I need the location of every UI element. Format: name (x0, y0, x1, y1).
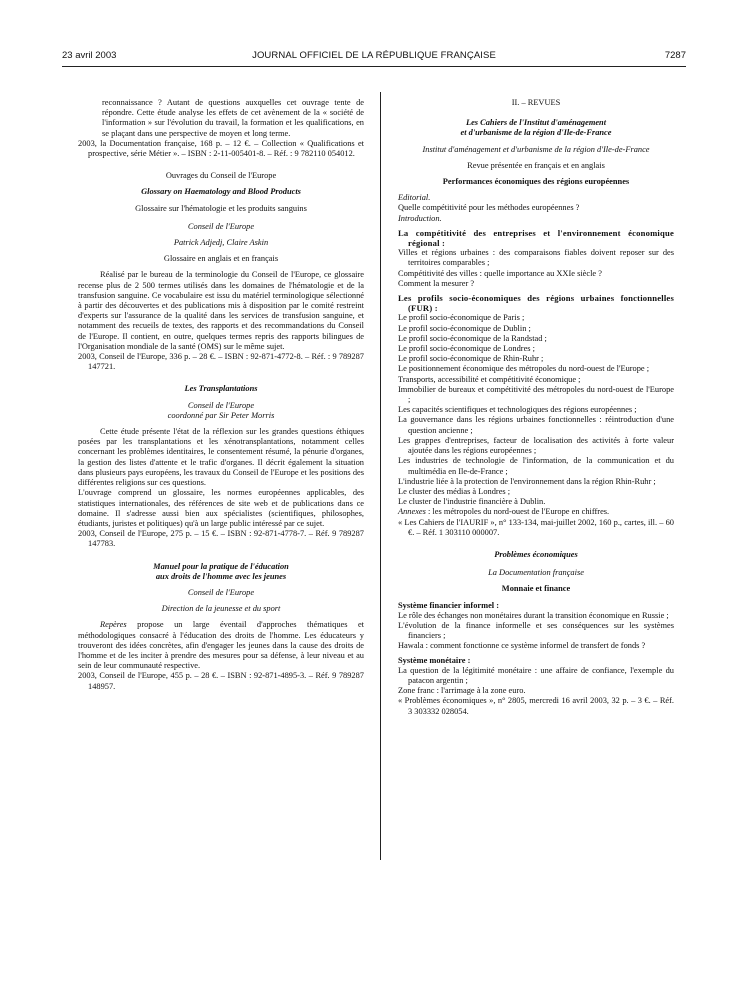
book3-title-line2: aux droits de l'homme avec les jeunes (155, 571, 287, 581)
book3-organisation: Conseil de l'Europe (187, 587, 255, 597)
review2-issue-title: Monnaie et finance (501, 584, 571, 594)
review1-title-line1: Les Cahiers de l'Institut d'aménagement (465, 118, 607, 128)
review1-annexes-text: : les métropoles du nord-ouest de l'Europe en chiffres. (425, 507, 610, 517)
book2-coordinator: coordonné par Sir Peter Morris (167, 410, 275, 420)
book1-authors: Patrick Adjedj, Claire Askin (173, 238, 269, 248)
review1-editorial: Editorial. (398, 193, 431, 203)
list-item: Comment la mesurer ? (398, 278, 475, 288)
book2-title: Les Transplantations (184, 384, 258, 394)
book3-description-text: propose un large éventail d'approches thématiques et méthodologiques consacré à l'éducation des droits de l'homme. Les éducateurs y trouveront des idées concrètes, afin d'engager les jeunes dans la cause des droits de l'homme et de les inciter à prendre des mesures pour sa défense, à leur niveau et au sein de leur communauté respective. (78, 620, 364, 671)
list-item: Immobilier de bureaux et compétitivité des métropoles du nord-ouest de l'Europe ; (398, 384, 674, 405)
page-header (62, 50, 686, 64)
review1-section2-heading: Les profils socio-économiques des régions urbaines fonctionnelles (FUR) : (398, 293, 674, 314)
book2-description-1: Cette étude présente l'état de la réflexion sur les grandes questions éthiques posées par les transplantations et les xénotransplantations, notamment celles concernant les problèmes identitaires, le consentement résumé, la pénurie d'organes, la gestion des listes d'attente et le trafic d'organes. Il décrit également la situation dans plusieurs pays européens, les travaux du Conseil de l'Europe et les positions des différentes religions sur ces questions. (78, 427, 364, 488)
list-item: La gouvernance dans les régions urbaines fonctionnelles : réintroduction d'une question ancienne ; (398, 415, 674, 435)
header-date: 23 avril 2003 (62, 50, 117, 61)
book3-description (78, 620, 364, 671)
list-item: Le cluster de l'industrie financière à Dublin. (398, 497, 546, 507)
list-item: Le profil socio-économique de Rhin-Ruhr ; (398, 354, 544, 364)
header-journal-title: JOURNAL OFFICIEL DE LA RÉPUBLIQUE FRANÇAISE (252, 50, 496, 61)
review1-section1-list (398, 248, 674, 289)
book1-language-note: Glossaire en anglais et en français (163, 254, 279, 264)
review1-reference: « Les Cahiers de l'IAURIF », n° 133-134, mai-juillet 2002, 160 p., cartes, ill. – 60 €. – Réf. 1 303110 000007. (398, 517, 674, 537)
book2-reference: 2003, Conseil de l'Europe, 275 p. – 15 €. – ISBN : 92-871-4778-7. – Réf. 9 789287 147783. (78, 529, 364, 549)
revues-section-heading: II. – REVUES (511, 98, 561, 107)
list-item: Hawala : comment fonctionne ce système informel de transfert de fonds ? (398, 641, 646, 651)
list-item: Le profil socio-économique de la Randstad ; (398, 333, 547, 343)
list-item: Le cluster des médias à Londres ; (398, 486, 511, 496)
review1-annexes-lead: Annexes (398, 507, 426, 517)
review1-title-line2: et d'urbanisme de la région d'Ile-de-France (460, 128, 612, 138)
review1-introduction: Introduction. (398, 213, 442, 223)
publisher-section-heading: Ouvrages du Conseil de l'Europe (165, 171, 277, 181)
book1-reference: 2003, Conseil de l'Europe, 336 p. – 28 €. – ISBN : 92-871-4772-8. – Réf. : 9 789287 147721. (78, 352, 364, 372)
review2-section1-list (398, 611, 674, 652)
book3-description-lead: Repères (100, 620, 127, 630)
review1-section1-heading: La compétitivité des entreprises et l'environnement économique régional : (398, 227, 674, 249)
column-divider (380, 92, 381, 860)
list-item: Les grappes d'entreprises, facteur de localisation des activités à forte valeur ajoutée dans les régions européennes ; (398, 435, 674, 456)
list-item: Le positionnement économique des métropoles du nord-ouest de l'Europe ; (398, 364, 650, 374)
list-item: L'industrie liée à la protection de l'environnement dans la région Rhin-Ruhr ; (398, 476, 656, 486)
review2-reference: « Problèmes économiques », n° 2805, mercredi 16 avril 2003, 32 p. – 3 €. – Réf. 3 303332 028054. (398, 696, 674, 716)
book1-description: Réalisé par le bureau de la terminologie du Conseil de l'Europe, ce glossaire recense plus de 2 500 termes utilisés dans les domaines de l'hématologie et de la transfusion sanguine. Ce vocabulaire est issu du matériel terminologique sélectionné à partir des découvertes et des publications mis à disposition par le comité restreint d'experts sur l'assurance de la qualité dans les services de transfusion sanguine, et notamment des recueils de textes, des rapports et des recommandations du Conseil de l'Europe. Il contient, en outre, quelques termes repris des rapports bilingues de l'Organisation mondiale de la santé (OMS) sur le même sujet. (78, 270, 364, 351)
intro-continuation: reconnaissance ? Autant de questions auxquelles cet ouvrage tente de répondre. Cette étude analyse les effets de cet avènement de la « société de l'information » sur l'évolution du travail, la formation et les qualifications, en se plaçant dans une perspective de moyen et long terme. (102, 98, 364, 138)
review1-section2-list (398, 313, 674, 507)
book1-organisation: Conseil de l'Europe (187, 221, 255, 231)
list-item: Les capacités scientifiques et technologiques des régions européennes ; (398, 405, 637, 415)
review2-title: Problèmes économiques (494, 549, 578, 559)
list-item: L'évolution de la finance informelle et ses conséquences sur les systèmes financiers ; (398, 620, 674, 641)
list-item: Transports, accessibilité et compétitivité économique ; (398, 374, 581, 384)
review1-issue-title: Performances économiques des régions européennes (442, 177, 630, 187)
book2-description-2: L'ouvrage comprend un glossaire, les normes européennes applicables, des statistiques internationales, des références de site web et de publications dans ce domaine. Il s'adresse aussi bien aux spécialistes (scientifiques, philosophes, étudiants, juristes et politiques) qu'à un large public intéressé par ce sujet. (78, 488, 364, 528)
intro-reference: 2003, la Documentation française, 168 p. – 12 €. – Collection « Qualifications et prospective, série Métier ». – ISBN : 2-11-005401-8. – Réf. : 9 782110 054012. (78, 138, 364, 159)
review1-language-note: Revue présentée en français et en anglais (467, 160, 605, 170)
book1-subtitle: Glossaire sur l'hématologie et les produits sanguins (135, 203, 307, 213)
list-item: Les industries de technologie de l'information, de la communication et du multimédia en Ile-de-France ; (398, 456, 674, 476)
review2-section1-heading: Système financier informel : (398, 600, 500, 610)
review2-section2-heading: Système monétaire : (398, 655, 471, 665)
list-item: Le profil socio-économique de Londres ; (398, 344, 535, 354)
list-item: Villes et régions urbaines : des comparaisons fiables doivent reposer sur des territoires comparables ; (398, 248, 674, 268)
list-item: Le rôle des échanges non monétaires durant la transition économique en Russie ; (398, 610, 669, 620)
header-page-number: 7287 (664, 50, 686, 61)
review1-publisher: Institut d'aménagement et d'urbanisme de la région d'Ile-de-France (422, 144, 650, 154)
list-item: Zone franc : l'arrimage à la zone euro. (398, 686, 526, 696)
review1-annexes (398, 507, 674, 517)
book3-title-line1: Manuel pour la pratique de l'éducation (153, 561, 289, 571)
book1-title: Glossary on Haematology and Blood Products (141, 187, 301, 197)
left-column (78, 98, 364, 692)
list-item: Le profil socio-économique de Dublin ; (398, 323, 531, 333)
book3-reference: 2003, Conseil de l'Europe, 455 p. – 28 €. – ISBN : 92-871-4895-3. – Réf. 9 789287 148957. (78, 671, 364, 691)
review2-section2-list (398, 666, 674, 697)
book2-organisation: Conseil de l'Europe (187, 400, 255, 410)
header-rule (62, 66, 686, 67)
list-item: Le profil socio-économique de Paris ; (398, 313, 525, 323)
book3-directorate: Direction de la jeunesse et du sport (161, 604, 281, 614)
review1-question: Quelle compétitivité pour les méthodes européennes ? (398, 203, 580, 213)
list-item: Compétitivité des villes : quelle importance au XXIe siècle ? (398, 268, 602, 278)
right-column (398, 98, 674, 717)
list-item: La question de la légitimité monétaire : une affaire de confiance, l'exemple du patacon argentin ; (398, 665, 674, 685)
review2-publisher: La Documentation française (488, 568, 584, 578)
